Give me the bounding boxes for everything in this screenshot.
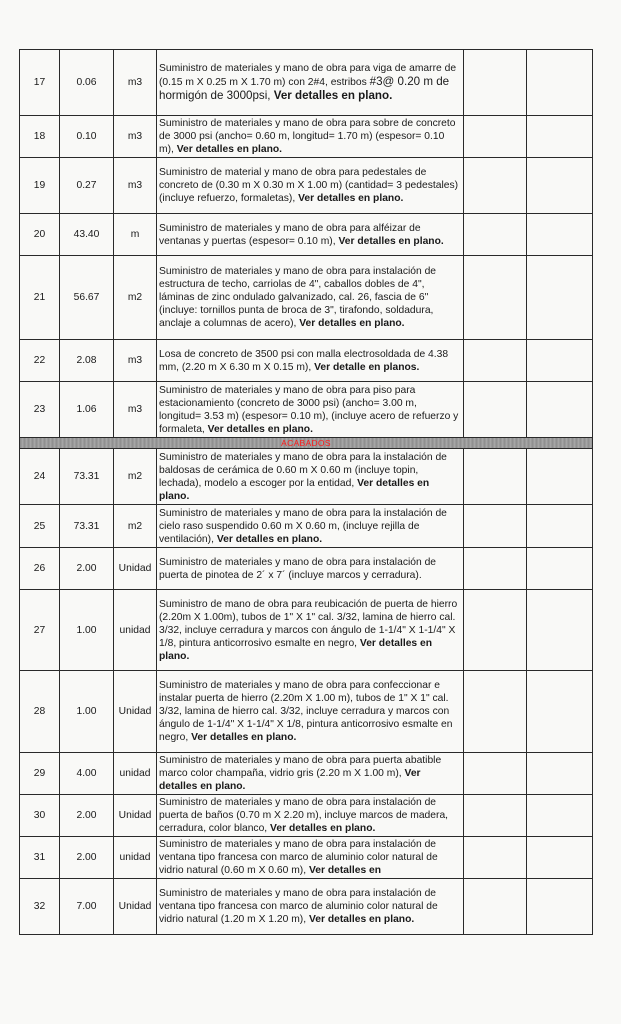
unit-price-cell (464, 671, 527, 753)
item-unit: unidad (114, 590, 157, 671)
item-quantity: 2.00 (60, 795, 114, 837)
item-unit: Unidad (114, 548, 157, 590)
item-quantity: 4.00 (60, 753, 114, 795)
total-cell (527, 50, 593, 116)
table-row (20, 505, 593, 548)
unit-price-cell (464, 879, 527, 935)
section-header-row (20, 438, 593, 449)
item-quantity: 1.06 (60, 382, 114, 438)
item-description: Suministro de materiales y mano de obra para puerta abatible marco color champaña, vidrio gris (2.20 m X 1.00 m), Ver detalles en plano. (157, 753, 464, 795)
item-number: 28 (20, 671, 60, 753)
total-cell (527, 505, 593, 548)
section-title: ACABADOS (20, 438, 593, 449)
item-description: Suministro de materiales y mano de obra para confeccionar e instalar puerta de hierro (2.20m X 1.00 m), tubos de 1" X 1" cal. 3/32, lamina de hierro cal. 3/32, incluye cerradura y marcos con ángulo de 1-1/4" X 1-1/4" X 1/8, pintura anticorrosivo esmalte en negro, Ver detalles en plano. (157, 671, 464, 753)
unit-price-cell (464, 590, 527, 671)
item-number: 17 (20, 50, 60, 116)
item-number: 19 (20, 158, 60, 214)
item-quantity: 73.31 (60, 449, 114, 505)
total-cell (527, 548, 593, 590)
item-description: Suministro de materiales y mano de obra para instalación de estructura de techo, carriolas de 4", caballos dobles de 4", láminas de zinc ondulado galvanizado, cal. 26, fascia de 6" (incluye: tornillos punta de broca de 3", tirafondo, soldadura, anclaje a columnas de acero), Ver detalles en plano. (157, 256, 464, 340)
unit-price-cell (464, 505, 527, 548)
unit-price-cell (464, 340, 527, 382)
item-description: Suministro de materiales y mano de obra para sobre de concreto de 3000 psi (ancho= 0.60 m, longitud= 1.70 m) (espesor= 0.10 m), Ver detalles en plano. (157, 116, 464, 158)
unit-price-cell (464, 753, 527, 795)
item-number: 18 (20, 116, 60, 158)
item-quantity: 0.27 (60, 158, 114, 214)
item-quantity: 0.10 (60, 116, 114, 158)
item-description: Losa de concreto de 3500 psi con malla electrosoldada de 4.38 mm, (2.20 m X 6.30 m X 0.15 m), Ver detalle en planos. (157, 340, 464, 382)
item-unit: m3 (114, 158, 157, 214)
item-unit: m3 (114, 340, 157, 382)
unit-price-cell (464, 795, 527, 837)
item-unit: Unidad (114, 879, 157, 935)
item-unit: unidad (114, 837, 157, 879)
table-row (20, 590, 593, 671)
item-unit: m3 (114, 116, 157, 158)
item-description: Suministro de materiales y mano de obra para instalación de puerta de pinotea de 2´ x 7´ (incluye marcos y cerradura). (157, 548, 464, 590)
item-number: 21 (20, 256, 60, 340)
total-cell (527, 116, 593, 158)
item-number: 27 (20, 590, 60, 671)
table-row (20, 795, 593, 837)
unit-price-cell (464, 837, 527, 879)
item-number: 24 (20, 449, 60, 505)
total-cell (527, 256, 593, 340)
item-quantity: 73.31 (60, 505, 114, 548)
total-cell (527, 449, 593, 505)
table-row (20, 382, 593, 438)
item-number: 26 (20, 548, 60, 590)
item-quantity: 2.08 (60, 340, 114, 382)
table-row (20, 116, 593, 158)
table-row (20, 340, 593, 382)
item-quantity: 7.00 (60, 879, 114, 935)
total-cell (527, 879, 593, 935)
unit-price-cell (464, 50, 527, 116)
item-number: 30 (20, 795, 60, 837)
table-row (20, 879, 593, 935)
table-row (20, 753, 593, 795)
unit-price-cell (464, 116, 527, 158)
item-description: Suministro de materiales y mano de obra para alféizar de ventanas y puertas (espesor= 0.10 m), Ver detalles en plano. (157, 214, 464, 256)
table-row (20, 158, 593, 214)
total-cell (527, 671, 593, 753)
item-unit: m2 (114, 256, 157, 340)
item-quantity: 56.67 (60, 256, 114, 340)
total-cell (527, 795, 593, 837)
item-quantity: 0.06 (60, 50, 114, 116)
total-cell (527, 753, 593, 795)
table-row (20, 548, 593, 590)
unit-price-cell (464, 214, 527, 256)
item-quantity: 1.00 (60, 671, 114, 753)
item-unit: m3 (114, 382, 157, 438)
quantities-table (19, 49, 593, 935)
total-cell (527, 214, 593, 256)
table-row (20, 50, 593, 116)
item-unit: m3 (114, 50, 157, 116)
item-description: Suministro de materiales y mano de obra para la instalación de baldosas de cerámica de 0.60 m X 0.60 m (incluye topin, lechada), modelo a escoger por la entidad, Ver detalles en plano. (157, 449, 464, 505)
total-cell (527, 158, 593, 214)
table-row (20, 214, 593, 256)
item-number: 32 (20, 879, 60, 935)
table-row (20, 837, 593, 879)
item-unit: Unidad (114, 795, 157, 837)
item-description: Suministro de materiales y mano de obra para instalación de ventana tipo francesa con marco de aluminio color natural de vidrio natural (0.60 m X 0.60 m), Ver detalles en (157, 837, 464, 879)
item-quantity: 2.00 (60, 548, 114, 590)
item-description: Suministro de materiales y mano de obra para la instalación de cielo raso suspendido 0.60 m X 0.60 m, (incluye rejilla de ventilación), Ver detalles en plano. (157, 505, 464, 548)
item-description: Suministro de materiales y mano de obra para piso para estacionamiento (concreto de 3000 psi) (ancho= 3.00 m, longitud= 3.53 m) (espesor= 0.10 m), (incluye acero de refuerzo y formaleta, Ver detalles en plano. (157, 382, 464, 438)
unit-price-cell (464, 158, 527, 214)
total-cell (527, 340, 593, 382)
table-row (20, 449, 593, 505)
table-row (20, 671, 593, 753)
unit-price-cell (464, 548, 527, 590)
item-quantity: 1.00 (60, 590, 114, 671)
item-description: Suministro de materiales y mano de obra para instalación de ventana tipo francesa con marco de aluminio color natural de vidrio natural (1.20 m X 1.20 m), Ver detalles en plano. (157, 879, 464, 935)
item-unit: unidad (114, 753, 157, 795)
item-unit: m2 (114, 449, 157, 505)
unit-price-cell (464, 449, 527, 505)
item-unit: m2 (114, 505, 157, 548)
item-description: Suministro de materiales y mano de obra para instalación de puerta de baños (0.70 m X 2.20 m), incluye marcos de madera, cerradura, color blanco, Ver detalles en plano. (157, 795, 464, 837)
total-cell (527, 837, 593, 879)
item-description: Suministro de materiales y mano de obra para viga de amarre de (0.15 m X 0.25 m X 1.70 m) con 2#4, estribos #3@ 0.20 m de hormigón de 3000psi, Ver detalles en plano. (157, 50, 464, 116)
item-number: 22 (20, 340, 60, 382)
table-row (20, 256, 593, 340)
total-cell (527, 382, 593, 438)
item-quantity: 2.00 (60, 837, 114, 879)
item-quantity: 43.40 (60, 214, 114, 256)
item-number: 20 (20, 214, 60, 256)
item-number: 23 (20, 382, 60, 438)
item-number: 29 (20, 753, 60, 795)
item-unit: Unidad (114, 671, 157, 753)
total-cell (527, 590, 593, 671)
unit-price-cell (464, 382, 527, 438)
item-description: Suministro de mano de obra para reubicación de puerta de hierro (2.20m X 1.00m), tubos de 1" X 1" cal. 3/32, lamina de hierro cal. 3/32, incluye cerradura y marcos con ángulo de 1-1/4" X 1-1/4" X 1/8, pintura anticorrosivo esmalte en negro, Ver detalles en plano. (157, 590, 464, 671)
item-number: 25 (20, 505, 60, 548)
item-unit: m (114, 214, 157, 256)
item-number: 31 (20, 837, 60, 879)
unit-price-cell (464, 256, 527, 340)
item-description: Suministro de material y mano de obra para pedestales de concreto de (0.30 m X 0.30 m X 1.00 m) (cantidad= 3 pedestales) (incluye refuerzo, formaletas), Ver detalles en plano. (157, 158, 464, 214)
